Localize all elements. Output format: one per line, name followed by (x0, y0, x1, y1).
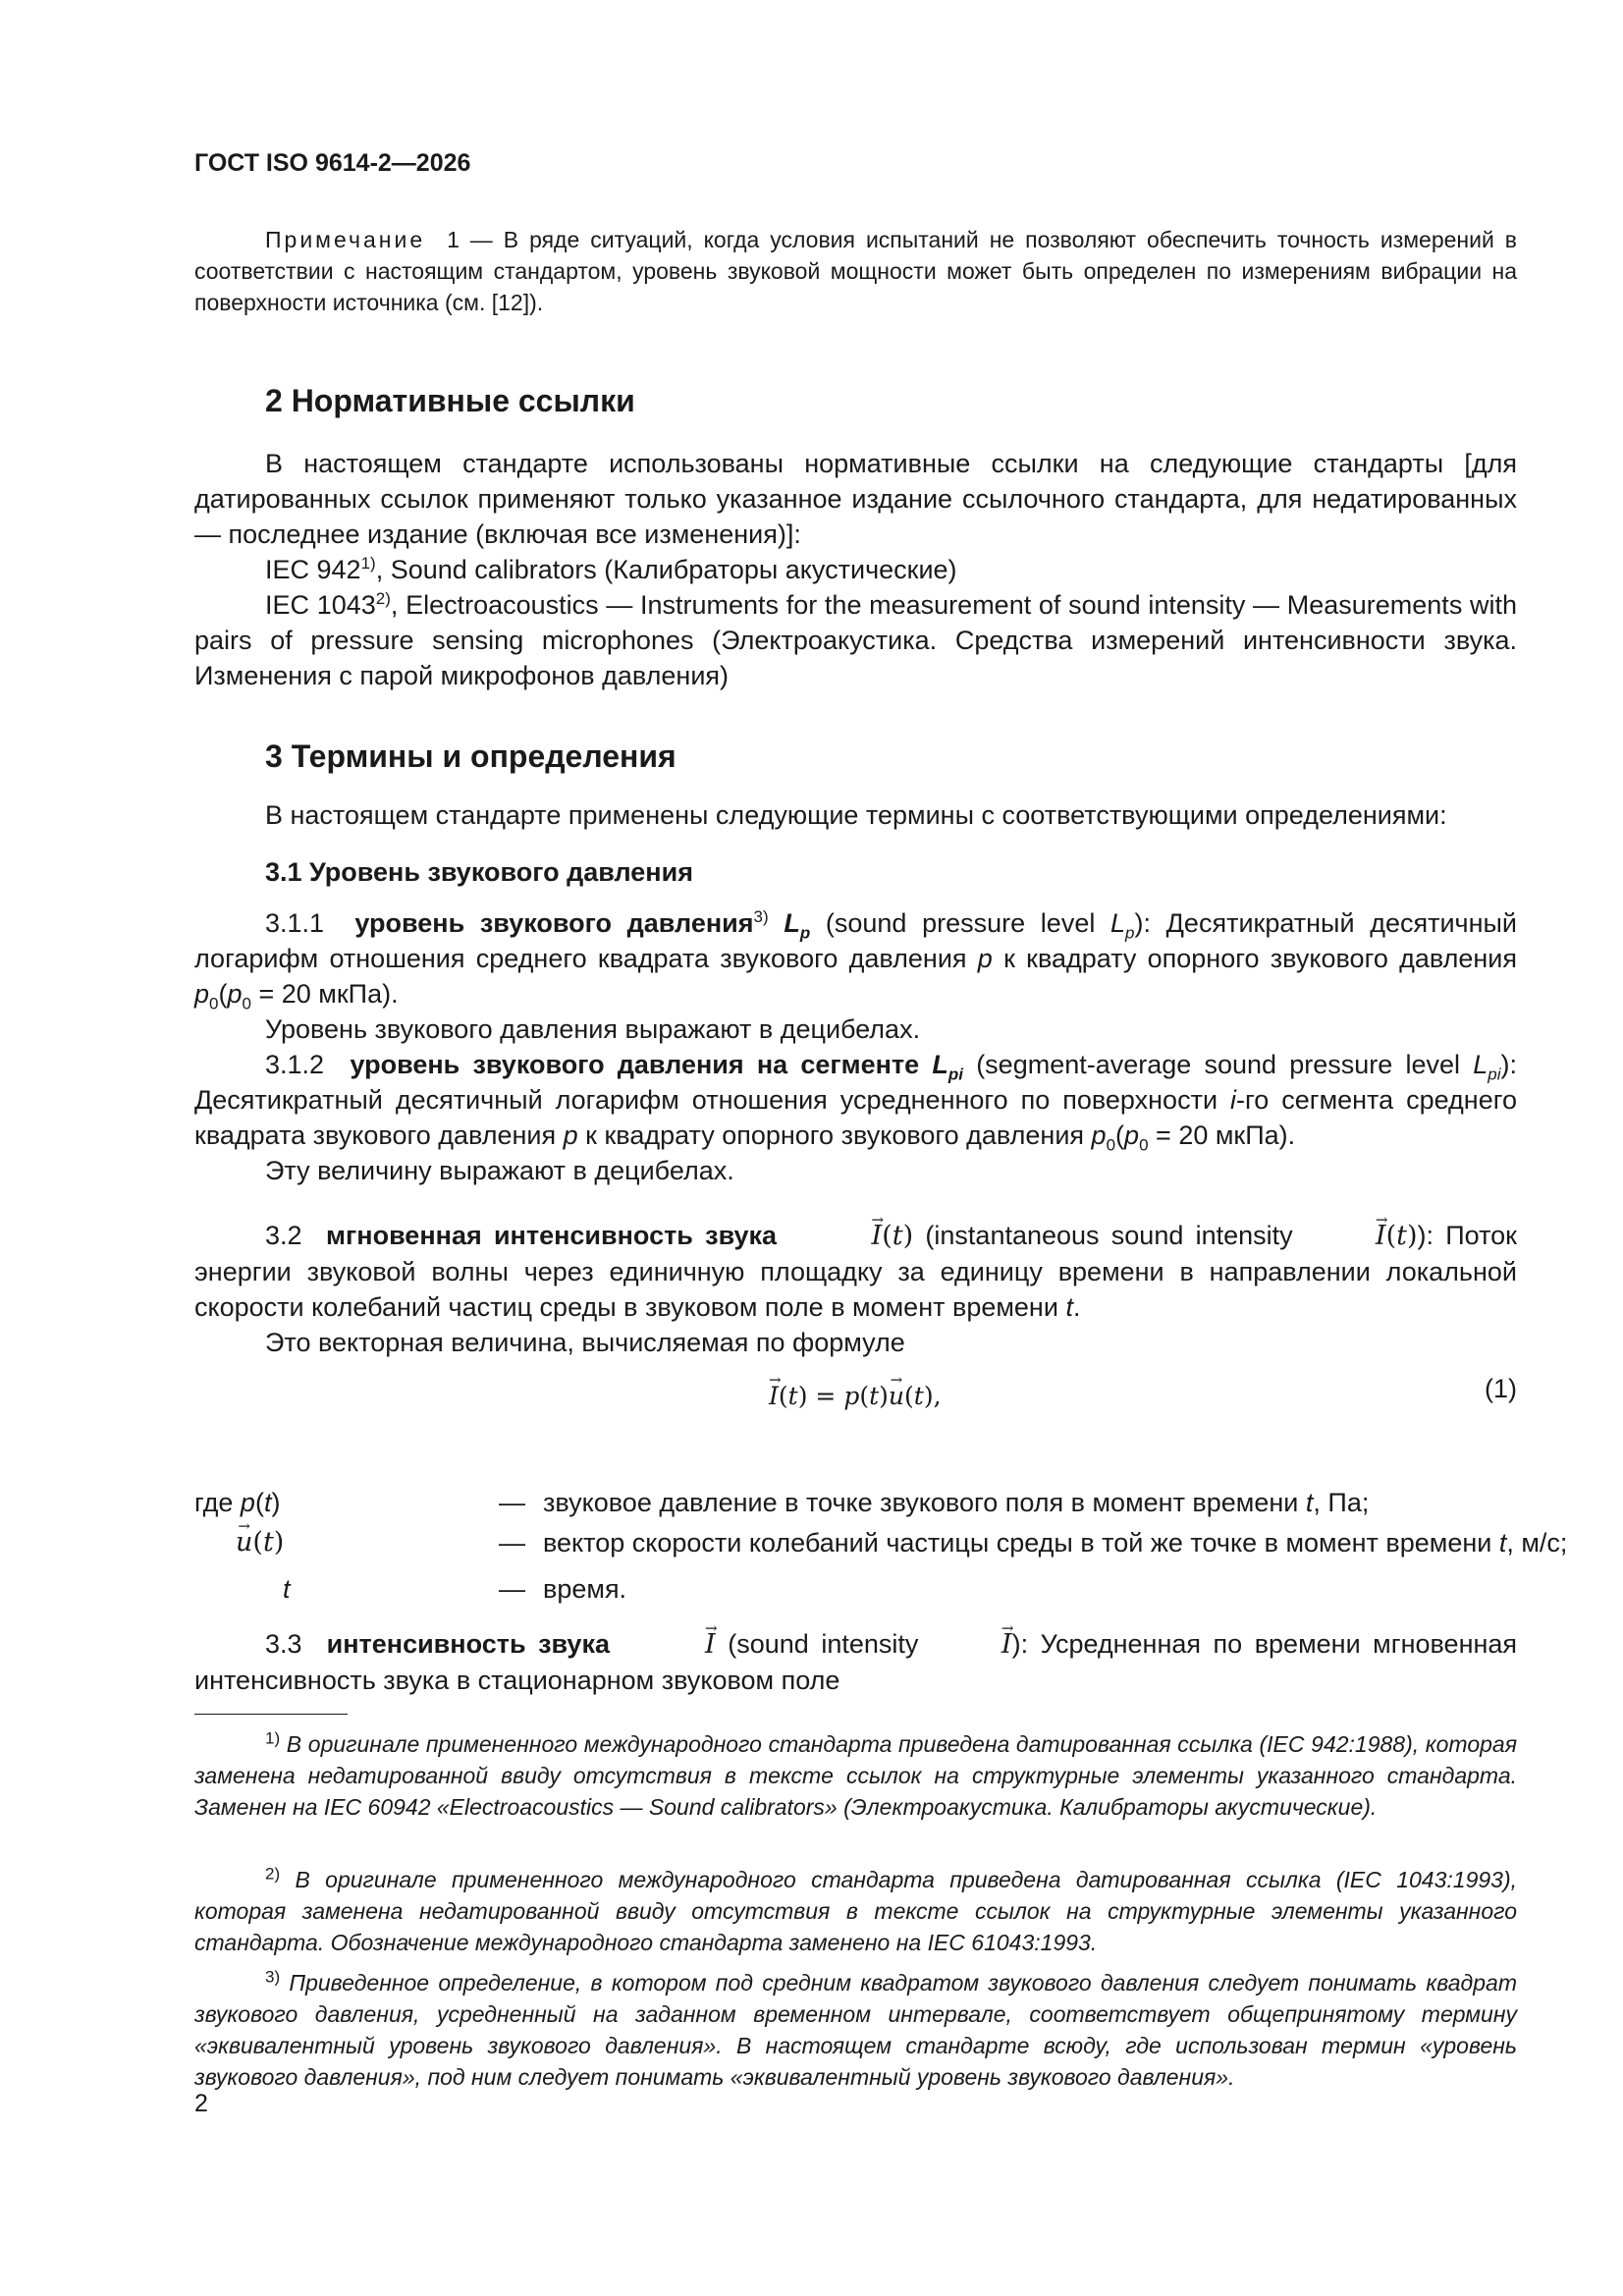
footnote-ref-3[interactable]: 3) (753, 907, 769, 926)
subsection-3-1-heading (194, 857, 1517, 888)
term-3-1-1-name: уровень звукового давления (354, 908, 754, 938)
term-3-2-block (194, 1218, 1517, 1360)
section-3-heading (194, 738, 1517, 775)
symbol-intensity: → I (634, 1629, 716, 1660)
note-label: Примечание (265, 227, 426, 252)
term-3-2-note: Это векторная величина, вычисляемая по формуле (265, 1328, 905, 1357)
term-3-2: 3.2 мгновенная интенсивность звука → I(t) (instantaneous sound intensity → I(t)): Поток энергии звуковой волны через единичную площадку за единицу времени в направлении локальной скорости колебаний частиц среды в звуковом поле в момент времени t. (194, 1218, 1517, 1325)
symbol-instant-intensity: → I(t) (801, 1221, 914, 1251)
section-2-title: 2 Нормативные ссылки (265, 383, 635, 418)
terms-3-1-block (194, 905, 1517, 1188)
term-3-1-2-note: Эту величину выражают в децибелах. (265, 1156, 734, 1185)
subsection-3-1-title: 3.1 Уровень звукового давления (265, 857, 693, 887)
footnote-2: $^{2)}$ В оригинале примененного международного стандарта приведена датированная ссылка (IEC 1043:1993), которая заменена недатированной ввиду отсутствия в тексте ссылок на структурные элементы указанного стандарта. Обозначение международного стандарта заменено на IEC 61043:1993. (194, 1864, 1517, 1955)
footnote-ref-1[interactable]: 1) (360, 554, 376, 573)
formula-1-number: (1) (1485, 1374, 1517, 1403)
term-3-3-block (194, 1626, 1517, 1698)
footnote-1: $^{1)}$ В оригинале примененного международного стандарта приведена датированная ссылка (IEC 942:1988), которая заменена недатированной ввиду отсутствия в тексте ссылок на структурные элементы указанного стандарта. Заменен на IEC 60942 «Electroacoustics — Sound calibrators» (Электроакустика. Калибраторы акустические). (194, 1728, 1517, 1820)
term-3-1-2: 3.1.2 уровень звукового давления на сегменте $L_{pi}$ (segment-average sound pressure level $L_{pi}$): Десятикратный десятичный логарифм отношения усредненного по поверхности i-го сегмента среднего квадрата звукового давления p к квадрату опорного звукового давления $p_0(p_0 = 20$ мкПа). (194, 1050, 1517, 1155)
term-3-1-1: 3.1.1 уровень звукового давления$^{3)}$ $L_p$ (sound pressure level $L_p$): Десятикратный десятичный логарифм отношения среднего квадрата звукового давления p к квадрату опорного звукового давления $p_0(p_0 = 20$ мкПа). (194, 907, 1518, 1013)
term-3-1-1-note: Уровень звукового давления выражают в децибелах. (265, 1014, 921, 1044)
section-3-intro-block (194, 797, 1517, 833)
footnote-ref-2[interactable]: 2) (375, 589, 391, 608)
formula-1-expression: → I(t) = p(t)→ u(t), (769, 1379, 942, 1414)
term-3-2-name: мгновенная интенсивность звука (326, 1221, 778, 1250)
note-text: 1 — В ряде ситуаций, когда условия испытаний не позволяют обеспечить точность измерений в соответствии с настоящим стандартом, уровень звуковой мощности может быть определен по измерениям вибрации на поверхности источника (см. [12]). (194, 227, 1517, 315)
document-page: ГОСТ ISO 9614-2—2026 Примечание 1 — В ряде ситуаций, когда условия испытаний не позволяют обеспечить точность измерений в соответствии с настоящим стандартом, уровень звуковой мощности может быть определен по измерениям вибрации на поверхности источника (см. [12]). 2 Нормативные ссылки В настоящем стандарте использованы нормативные ссылки на следующие стандарты [для датированных ссылок применяют только указанное издание ссылочного стандарта, для недатированных — последнее издание (включая все изменения)]: IEC 942$^{1)}$, Sound calibrators (Калибраторы акустические) IEC 1043$^{2)}$, Electroacoustics — Instruments for the measurement of sound intensity — Measurements with pairs of pressure sensing microphones (Электроакустика. Средства измерений интенсивности звука. Изменения с парой микрофонов давления) 3 Термины и определения В настоящем стандарте применены следующие термины с соответствующими определениями: 3.1 Уровень звукового давления 3.1.1 уровень звукового давления$^{3)}$ $L_p$ (sound pressure level $L_p$): Десятикратный десятичный логарифм отношения среднего квадрата звукового давления p к квадрату опорного звукового давления $p_0(p_0 = 20$ мкПа). Уровень звукового давления выражают в децибелах. 3.1.2 уровень звукового давления на сегменте $L_{pi}$ (segment-average sound pressure level $L_{pi}$): Десятикратный десятичный логарифм отношения усредненного по поверхности i-го сегмента среднего квадрата звукового давления p к квадрату опорного звукового давления $p_0(p_0 = 20$ мкПа). Эту величину выражают в децибелах. 3.2 мгновенная интенсивность звука → I(t) (instantaneous sound intensity → I(t)): Поток энергии звуковой волны через единичную площадку за единицу времени в направлении локальной скорости колебаний частиц среды в звуковом поле в момент времени t. Это векторная величина, вычисляемая по формуле → I(t) = p(t)→ u(t), (1) где p(t) — звуковое давление в точке звукового поля в момент времени t, Па; → u(t) — вектор скорости колебаний частицы среды в той же точке в момент времени t, м/с; t — время. 3.3 интенсивность звука → I (sound intensity → I): Усредненная по времени мгновенная интенсивность звука в стационарном звуковом поле $^{1)}$ В оригинале примененного международного стандарта приведена датированная ссылка (IEC 942:1988), которая заменена недатированной ввиду отсутствия в тексте ссылок на структурные элементы указанного стандарта. Заменен на IEC 60942 «Electroacoustics — Sound calibrators» (Электроакустика. Калибраторы акустические). $^{2)}$ В оригинале примененного международного стандарта приведена датированная ссылка (IEC 1043:1993), которая заменена недатированной ввиду отсутствия в тексте ссылок на структурные элементы указанного стандарта. Обозначение международного стандарта заменено на IEC 61043:1993. $^{3)}$ Приведенное определение, в котором под средним квадратом звукового давления следует понимать квадрат звукового давления, усредненный на заданном временном интервале, соответствует общепринятому термину «эквивалентный уровень звукового давления». В настоящем стандарте всюду, где использован термин «уровень звукового давления», под ним следует понимать «эквивалентный уровень звукового давления». 2 (0, 0, 1623, 2296)
section-2-body (194, 446, 1517, 693)
reference-iec-1043: IEC 1043$^{2)}$, Electroacoustics — Instruments for the measurement of sound intensity — Measurements with pairs of pressure sensing microphones (Электроакустика. Средства измерений интенсивности звука. Изменения с парой микрофонов давления) (194, 589, 1518, 690)
term-3-3-name: интенсивность звука (326, 1629, 610, 1659)
section-2-intro: В настоящем стандарте использованы нормативные ссылки на следующие стандарты [для датированных ссылок применяют только указанное издание ссылочного стандарта, для недатированных — последнее издание (включая все изменения)]: (194, 449, 1517, 549)
document-code-header: ГОСТ ISO 9614-2—2026 (194, 149, 471, 177)
section-3-intro: В настоящем стандарте применены следующие термины с соответствующими определениями: (265, 800, 1447, 830)
term-3-3: 3.3 интенсивность звука → I (sound intensity → I): Усредненная по времени мгновенная интенсивность звука в стационарном звуковом поле (194, 1626, 1517, 1698)
footnote-3: $^{3)}$ Приведенное определение, в котором под средним квадратом звукового давления следует понимать квадрат звукового давления, усредненный на заданном временном интервале, соответствует общепринятому термину «эквивалентный уровень звукового давления». В настоящем стандарте всюду, где использован термин «уровень звукового давления», под ним следует понимать «эквивалентный уровень звукового давления». (194, 1967, 1517, 2090)
section-2-heading (194, 383, 1517, 419)
note-1 (194, 224, 1517, 318)
reference-iec-942: IEC 942$^{1)}$, Sound calibrators (Калибраторы акустические) (265, 554, 957, 584)
page-number: 2 (194, 2090, 208, 2117)
section-3-title: 3 Термины и определения (265, 738, 676, 774)
footnote-separator (194, 1714, 348, 1715)
term-3-1-2-name: уровень звукового давления на сегменте (350, 1050, 920, 1079)
